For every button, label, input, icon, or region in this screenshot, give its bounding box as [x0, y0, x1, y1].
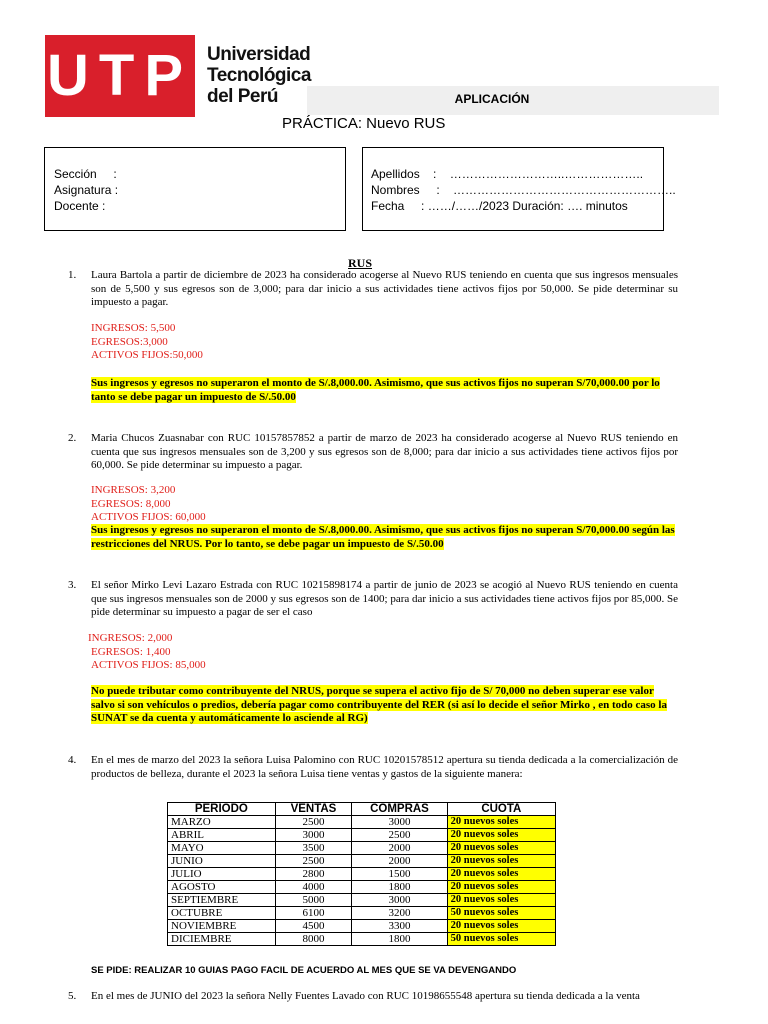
table-row: [168, 855, 556, 868]
item-number: 2.: [68, 432, 77, 444]
sales-cell: 8000: [275, 933, 352, 946]
item-text: El señor Mirko Levi Lazaro Estrada con RUC 10215898174 a partir de junio de 2023 se acogió al Nuevo RUS teniendo en cuenta que sus ingresos mensuales son de 2000 y sus egresos son de 1400; para dar inicio a sus actividades tiene activos fijos por 85,000. Se pide determinar su impuesto a pagar de ser el caso: [91, 579, 678, 618]
item-text: En el mes de JUNIO del 2023 la señora Nelly Fuentes Lavado con RUC 10198655548 apertura su tienda dedicada a la venta: [91, 990, 640, 1002]
table-row: [168, 881, 556, 894]
answer-highlight: Sus ingresos y egresos no superaron el monto de S/.8,000.00. Asimismo, que sus activos fijos no superan S/70,000.00 por lo tanto se debe pagar un impuesto de S/.50.00: [91, 377, 660, 403]
fee-cell: 20 nuevos soles: [447, 829, 555, 842]
purchases-cell: 3000: [352, 816, 447, 829]
university-name-line2: Tecnológica: [207, 65, 311, 86]
column-header-fee: CUOTA: [447, 803, 555, 816]
fixed-assets-line: ACTIVOS FIJOS:50,000: [91, 349, 203, 361]
column-header-period: PERIODO: [168, 803, 276, 816]
purchases-cell: 1800: [352, 881, 447, 894]
teacher-field[interactable]: Docente :: [54, 199, 106, 213]
item-number: 4.: [68, 754, 77, 766]
purchases-cell: 3200: [352, 907, 447, 920]
period-cell: SEPTIEMBRE: [168, 894, 276, 907]
period-cell: MAYO: [168, 842, 276, 855]
table-row: [168, 816, 556, 829]
university-name: [207, 44, 311, 107]
item-figures: [88, 632, 206, 673]
answer-text: [91, 524, 678, 551]
income-line: INGRESOS: 5,500: [91, 322, 176, 334]
table-row: [168, 894, 556, 907]
fee-cell: 20 nuevos soles: [447, 868, 555, 881]
date-duration-field[interactable]: Fecha : ……/……/2023 Duración: …. minutos: [371, 199, 628, 213]
table-row: [168, 829, 556, 842]
surname-field[interactable]: Apellidos : ………………………..………………..: [371, 167, 644, 181]
fee-cell: 20 nuevos soles: [447, 842, 555, 855]
sales-cell: 2500: [275, 816, 352, 829]
table-row: [168, 933, 556, 946]
purchases-cell: 1500: [352, 868, 447, 881]
table-row: [168, 868, 556, 881]
sales-cell: 2500: [275, 855, 352, 868]
item-text: En el mes de marzo del 2023 la señora Luisa Palomino con RUC 10201578512 apertura su tienda dedicada a la comercialización de productos de belleza, durante el 2023 la señora Luisa tiene ventas y gastos de la siguiente manera:: [91, 754, 678, 780]
task-instruction: SE PIDE: REALIZAR 10 GUIAS PAGO FACIL DE ACUERDO AL MES QUE SE VA DEVENGANDO: [91, 965, 517, 976]
fee-cell: 20 nuevos soles: [447, 816, 555, 829]
fee-cell: 20 nuevos soles: [447, 894, 555, 907]
purchases-cell: 2000: [352, 855, 447, 868]
period-cell: OCTUBRE: [168, 907, 276, 920]
fee-cell: 20 nuevos soles: [447, 881, 555, 894]
expense-line: EGRESOS:3,000: [91, 335, 168, 348]
section-field[interactable]: Sección :: [54, 167, 117, 181]
answer-highlight: Sus ingresos y egresos no superaron el monto de S/.8,000.00. Asimismo, que sus activos fijos no superan S/70,000.00 según las restricciones del NRUS. Por lo tanto, se debe pagar un impuesto de S/.50.00: [91, 524, 675, 550]
item-number: 5.: [68, 990, 77, 1002]
university-name-line1: Universidad: [207, 44, 311, 65]
item-number: 1.: [68, 269, 77, 281]
section-heading: RUS: [348, 256, 373, 270]
item-figures: [91, 322, 203, 363]
fee-cell: 50 nuevos soles: [447, 907, 555, 920]
sales-cell: 4000: [275, 881, 352, 894]
table-row: [168, 920, 556, 933]
purchases-cell: 2500: [352, 829, 447, 842]
sales-purchases-table: [167, 802, 556, 946]
item-figures: [91, 484, 206, 525]
column-header-purchases: COMPRAS: [352, 803, 447, 816]
income-line: INGRESOS: 2,000: [88, 632, 173, 644]
period-cell: JULIO: [168, 868, 276, 881]
table-header-row: [168, 803, 556, 816]
expense-line: EGRESOS: 1,400: [91, 645, 171, 658]
page-title: PRÁCTICA: Nuevo RUS: [282, 115, 446, 132]
fee-cell: 20 nuevos soles: [447, 855, 555, 868]
period-cell: DICIEMBRE: [168, 933, 276, 946]
purchases-cell: 1800: [352, 933, 447, 946]
answer-text: [91, 377, 678, 404]
table-row: [168, 842, 556, 855]
name-field[interactable]: Nombres : ………………………………………………..: [371, 183, 676, 197]
column-header-sales: VENTAS: [275, 803, 352, 816]
student-info-box: [362, 147, 676, 231]
fee-cell: 50 nuevos soles: [447, 933, 555, 946]
item-text: Laura Bartola a partir de diciembre de 2023 ha considerado acogerse al Nuevo RUS teniendo en cuenta que sus ingresos mensuales son de 5,500 y sus egresos son de 3,000; para dar inicio a sus actividades tiene activos fijos por 50,000. Se pide determinar su impuesto a pagar.: [91, 269, 678, 308]
purchases-cell: 3300: [352, 920, 447, 933]
period-cell: ABRIL: [168, 829, 276, 842]
purchases-cell: 3000: [352, 894, 447, 907]
period-cell: NOVIEMBRE: [168, 920, 276, 933]
sales-cell: 5000: [275, 894, 352, 907]
sales-cell: 6100: [275, 907, 352, 920]
answer-highlight: No puede tributar como contribuyente del NRUS, porque se supera el activo fijo de S/ 70,000 no deben superar ese valor salvo si son vehículos o predios, debería pagar como contribuyente del RER (si así lo decide el señor Mirko , en todo caso la SUNAT se da cuenta y automáticamente lo asciende al RG): [91, 685, 667, 724]
sales-cell: 2800: [275, 868, 352, 881]
item-number: 3.: [68, 579, 77, 591]
fixed-assets-line: ACTIVOS FIJOS: 60,000: [91, 511, 206, 523]
application-label: APLICACIÓN: [454, 92, 530, 106]
course-info-box: [44, 147, 346, 231]
purchases-cell: 2000: [352, 842, 447, 855]
answer-text: [91, 685, 678, 726]
table-row: [168, 907, 556, 920]
period-cell: MARZO: [168, 816, 276, 829]
period-cell: JUNIO: [168, 855, 276, 868]
fee-cell: 20 nuevos soles: [447, 920, 555, 933]
sales-cell: 3500: [275, 842, 352, 855]
utp-logo-letters: UTP: [47, 43, 193, 108]
period-cell: AGOSTO: [168, 881, 276, 894]
item-text: Maria Chucos Zuasnabar con RUC 10157857852 a partir de marzo de 2023 ha considerado acogerse al Nuevo RUS teniendo en cuenta que sus ingresos mensuales son de 3,200 y sus egresos son de 8,000; para dar inicio a sus actividades tiene activos fijos por 60,000. Se pide determinar su impuesto a pagar.: [91, 432, 678, 471]
university-name-line3: del Perú: [207, 86, 278, 107]
course-field[interactable]: Asignatura :: [54, 183, 119, 197]
fixed-assets-line: ACTIVOS FIJOS: 85,000: [91, 659, 206, 671]
expense-line: EGRESOS: 8,000: [91, 497, 171, 510]
sales-cell: 3000: [275, 829, 352, 842]
sales-cell: 4500: [275, 920, 352, 933]
income-line: INGRESOS: 3,200: [91, 484, 176, 496]
